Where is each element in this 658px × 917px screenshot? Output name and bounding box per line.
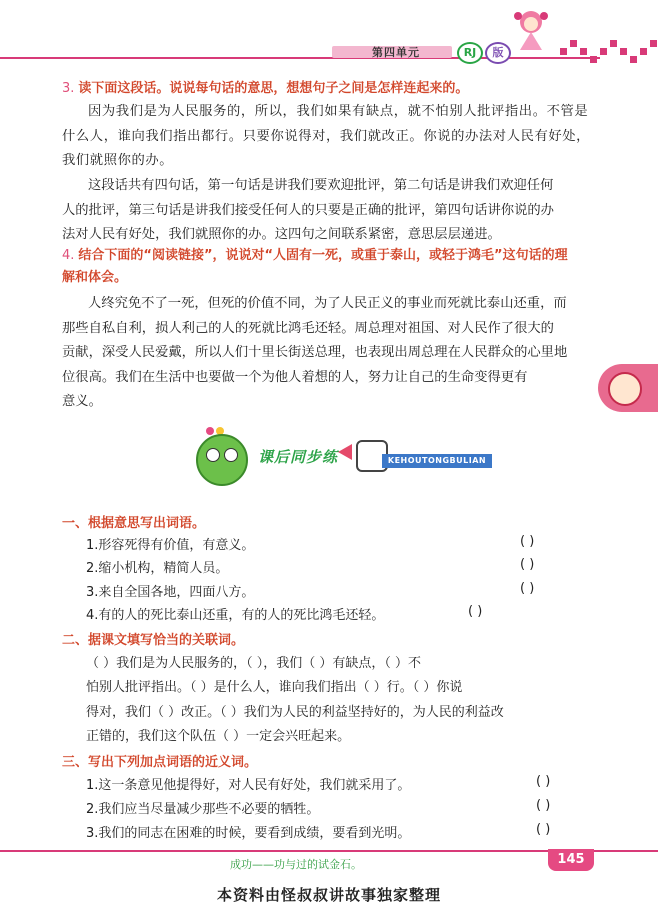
question-4-answer (62, 292, 602, 415)
answer-line: 人终究免不了一死，但死的价值不同，为了人民正义的事业而死就比泰山还重，而 (88, 296, 567, 311)
answer-line: 这段话共有四句话，第一句话是讲我们要欢迎批评，第二句话是讲我们欢迎任何 (88, 178, 554, 193)
question-3-quote (62, 100, 602, 174)
section-2-body (86, 652, 421, 677)
quote-line: 我们就照你的办。 (62, 153, 174, 168)
arrow-icon (338, 444, 352, 460)
quote-line: 因为我们是为人民服务的，所以，我们如果有缺点，就不怕别人批评指出。不管是 (88, 104, 589, 119)
checker-decoration (560, 40, 658, 64)
credit-line: 本资料由怪叔叔讲故事独家整理 (216, 886, 441, 904)
page-header (0, 0, 658, 70)
fill-line[interactable]: 怕别人批评指出。（ ）是什么人，谁向我们指出（ ）行。（ ）你说 (86, 680, 463, 695)
question-3-answer (62, 174, 602, 248)
fill-line[interactable]: 正错的，我们这个队伍（ ）一定会兴旺起来。 (86, 729, 351, 744)
header-rule (0, 57, 600, 59)
fill-line[interactable]: 得对，我们（ ）改正。（ ）我们为人民的利益坚持好的，为人民的利益改 (86, 704, 504, 720)
section-1-item: 1.形容死得有价值，有意义。 (86, 538, 255, 553)
answer-blank[interactable]: ( ) (536, 798, 551, 813)
answer-blank[interactable]: ( ) (520, 534, 535, 549)
edition-badge: 版 (485, 42, 511, 64)
answer-blank[interactable]: ( ) (536, 774, 551, 789)
banner-title: 课后同步练 (258, 448, 339, 466)
side-tab (598, 364, 658, 412)
footer-motto: 成功——功与过的试金石。 (230, 858, 362, 871)
cartoon-girl-icon (510, 6, 552, 54)
section-1-title: 一、根据意思写出词语。 (62, 516, 206, 531)
question-4 (62, 245, 602, 289)
question-3-text: 读下面这段话。说说每句话的意思，想想句子之间是怎样连起来的。 (78, 81, 469, 96)
answer-blank[interactable]: ( ) (468, 604, 483, 619)
section-banner (186, 430, 487, 488)
mascot-face-icon (608, 372, 642, 406)
answer-line: 人的批评，第三句话是讲我们接受任何人的只要是正确的批评，第四句话讲你说的办 (62, 202, 554, 218)
question-3 (62, 78, 468, 100)
unit-label: 第四单元 (372, 46, 420, 59)
quote-line: 什么人，谁向我们指出都行。只要你说得对，我们就改正。你说的办法对人民有好处， (62, 128, 591, 144)
answer-blank[interactable]: ( ) (520, 581, 535, 596)
page-number: 145 (548, 849, 594, 871)
rj-badge: RJ (457, 42, 483, 64)
section-3-item: 1.这一条意见他提得好，对人民有好处，我们就采用了。 (86, 778, 411, 793)
question-4-text: 结合下面的“阅读链接”，说说对“人固有一死，或重于泰山，或轻于鸿毛”这句话的理 (78, 248, 568, 263)
fill-line[interactable]: （ ）我们是为人民服务的，（ ），我们（ ）有缺点，（ ）不 (86, 656, 422, 671)
section-1-item: 2.缩小机构，精简人员。 (86, 561, 229, 576)
section-1-item: 3.来自全国各地，四面八方。 (86, 585, 255, 600)
section-3-title: 三、写出下列加点词语的近义词。 (62, 755, 258, 770)
answer-blank[interactable]: ( ) (520, 557, 535, 572)
banner-pinyin: KEHOUTONGBULIAN (382, 454, 492, 468)
question-3-number: 3. (62, 81, 75, 96)
question-4-text-cont: 解和体会。 (62, 270, 128, 285)
answer-line: 法对人民有好处，我们就照你的办。这四句之间联系紧密，意思层层递进。 (62, 227, 501, 242)
answer-line: 意义。 (62, 394, 102, 409)
answer-line: 贡献，深受人民爱戴，所以人们十里长街送总理，也表现出周总理在人民群众的心里地 (62, 345, 568, 360)
section-2-body (86, 676, 504, 750)
section-1-item: 4.有的人的死比泰山还重，有的人的死比鸿毛还轻。 (86, 608, 385, 623)
section-3-item: 3.我们的同志在困难的时候，要看到成绩，要看到光明。 (86, 826, 411, 841)
answer-line: 那些自私自利，损人利己的人的死就比鸿毛还轻。周总理对祖国、对人民作了很大的 (62, 320, 554, 336)
answer-blank[interactable]: ( ) (536, 822, 551, 837)
question-4-number: 4. (62, 248, 75, 263)
answer-line: 位很高。我们在生活中也要做一个为他人着想的人，努力让自己的生命变得更有 (62, 369, 528, 385)
section-3-item: 2.我们应当尽量减少那些不必要的牺牲。 (86, 802, 320, 817)
section-2-title: 二、据课文填写恰当的关联词。 (62, 633, 245, 648)
monster-mascot-icon (196, 434, 248, 486)
